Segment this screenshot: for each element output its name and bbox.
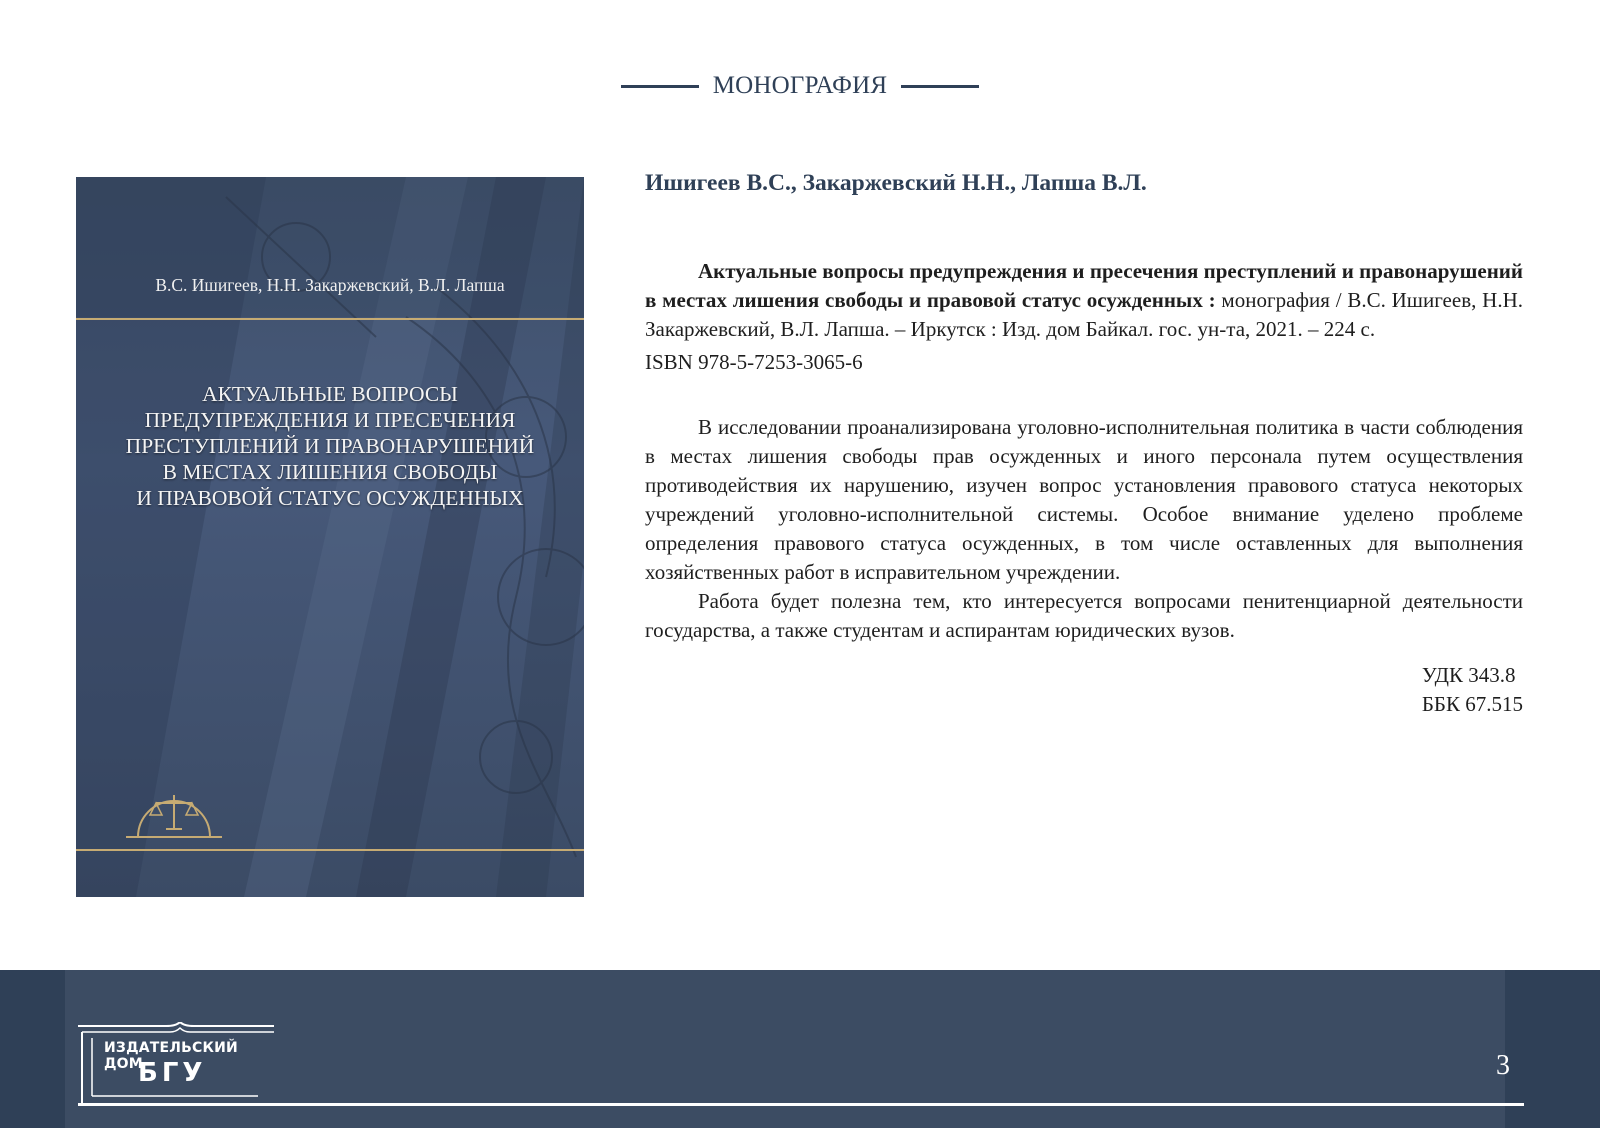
bibliographic-record xyxy=(645,257,1523,344)
classification-codes xyxy=(645,661,1523,719)
section-title: МОНОГРАФИЯ xyxy=(712,72,888,99)
cover-rule-top xyxy=(76,318,584,320)
book-title: Актуальные вопросы предупреждения и пресечения преступлений и правонарушений в местах лишения свободы и правовой статус осужденных : xyxy=(645,259,1523,312)
book-cover xyxy=(76,177,584,897)
page-number: 3 xyxy=(1496,1050,1510,1081)
abstract-paragraph: Работа будет полезна тем, кто интересуется вопросами пенитенциарной деятельности государства, а также студентам и аспирантам юридических вузов. xyxy=(645,589,1523,642)
abstract-paragraph: В исследовании проанализирована уголовно-исполнительная политика в части соблюдения в местах лишения свободы прав осужденных и иного персонала путем осуществления противодействия их нарушению, изучен вопрос установления правового статуса некоторых учреждений уголовно-исполнительной системы. Особое внимание уделено проблеме определения правового статуса осужденных, в том числе оставленных для выполнения хозяйственных работ в исправительном учреждении. xyxy=(645,415,1523,584)
bbk-code: ББК 67.515 xyxy=(1421,692,1523,716)
header-rule-right xyxy=(901,85,979,88)
abstract xyxy=(645,413,1523,645)
logo-text-publisher: ИЗДАТЕЛЬСКИЙ ДОМ xyxy=(104,1040,238,1072)
cover-rule-bottom xyxy=(76,849,584,851)
udc-code: УДК 343.8 xyxy=(1421,663,1516,687)
header-rule-left xyxy=(621,85,699,88)
isbn: ISBN 978-5-7253-3065-6 xyxy=(645,350,863,374)
scales-of-justice-icon xyxy=(126,781,226,841)
book-authors: Ишигеев В.С., Закаржевский Н.Н., Лапша В.Л. xyxy=(645,170,1147,196)
publisher-logo xyxy=(78,1022,278,1106)
footer-rule xyxy=(78,1103,1524,1106)
section-header xyxy=(0,68,1600,104)
cover-top-shade xyxy=(76,177,584,317)
logo-text-bgu: БГУ xyxy=(138,1058,207,1088)
publication-info: монография / В.С. Ишигеев, Н.Н. Закаржевский, В.Л. Лапша. – Иркутск : Изд. дом Байкал. гос. ун-та, 2021. – 224 с. xyxy=(645,288,1523,341)
cover-title: АКТУАЛЬНЫЕ ВОПРОСЫ ПРЕДУПРЕЖДЕНИЯ И ПРЕСЕЧЕНИЯ ПРЕСТУПЛЕНИЙ И ПРАВОНАРУШЕНИЙ В МЕСТАХ ЛИШЕНИЯ СВОБОДЫ И ПРАВОВОЙ СТАТУС ОСУЖДЕННЫХ xyxy=(125,382,535,510)
bibliographic-description xyxy=(645,170,1523,719)
cover-authors: В.С. Ишигеев, Н.Н. Закаржевский, В.Л. Лапша xyxy=(155,275,505,295)
